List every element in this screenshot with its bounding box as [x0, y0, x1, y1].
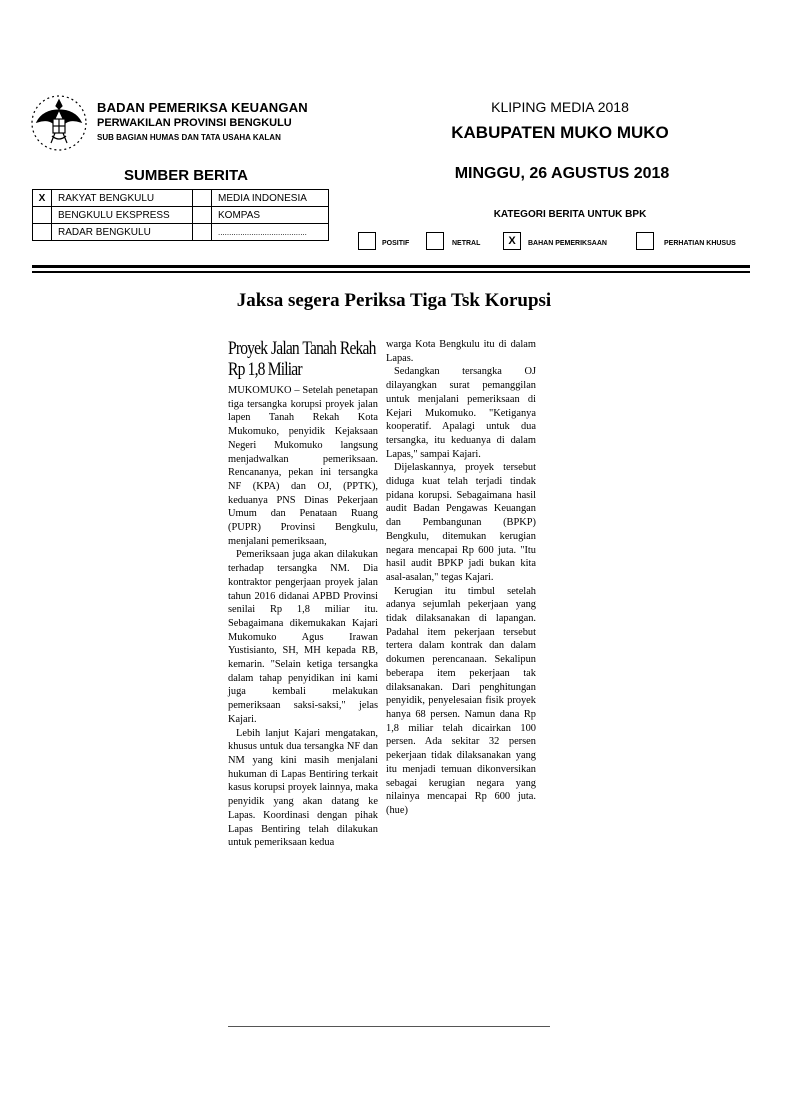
source-name: KOMPAS [212, 207, 329, 224]
article-column-right [386, 338, 536, 818]
label-bahan-pemeriksaan: BAHAN PEMERIKSAAN [528, 240, 607, 247]
source-name: BENGKULU EKSPRESS [52, 207, 193, 224]
label-perhatian-khusus: PERHATIAN KHUSUS [664, 240, 736, 247]
org-name: BADAN PEMERIKSA KEUANGAN [97, 100, 308, 115]
source-name: RADAR BENGKULU [52, 224, 193, 241]
source-name: ........................................ [212, 224, 329, 241]
kliping-title: KLIPING MEDIA 2018 [491, 99, 629, 115]
checkbox-bahan-pemeriksaan[interactable]: X [503, 232, 521, 250]
org-subtitle: PERWAKILAN PROVINSI BENGKULU [97, 117, 292, 129]
source-row [33, 190, 329, 207]
divider-thin [32, 271, 750, 273]
garuda-logo [28, 92, 90, 154]
clipping-bottom-line [228, 1026, 550, 1027]
source-row [33, 224, 329, 241]
article-paragraph: Kerugian itu timbul setelah adanya sejumlah pekerjaan yang tidak dilaksanakan di lapangan. Padahal item pekerjaan tersebut tertera dalam kontrak dan dalam dokumen perencanaan. Sekalipun beberapa item pekerjaan tak dilaksanakan. Dari penghitungan penyidik, penyelesaian fisik proyek hanya 68 persen. Namun dana Rp 1,8 miliar telah dicairkan 100 persen. Ada sekitar 32 persen pekerjaan tidak dilaksanakan yang itu menjadi temuan dikonversikan sebagai kerugian negara yang nilainya mencapai Rp 600 juta.(hue) [386, 585, 536, 816]
checkbox-perhatian-khusus[interactable] [636, 232, 654, 250]
label-positif: POSITIF [382, 240, 410, 247]
article-headline: Jaksa segera Periksa Tiga Tsk Korupsi [236, 290, 552, 311]
news-clipping [228, 338, 550, 1028]
source-mark [33, 207, 52, 224]
org-division: SUB BAGIAN HUMAS DAN TATA USAHA KALAN [97, 133, 281, 142]
sumber-berita-title: SUMBER BERITA [124, 167, 248, 184]
source-mark: X [33, 190, 52, 207]
checkbox-positif[interactable] [358, 232, 376, 250]
source-name: MEDIA INDONESIA [212, 190, 329, 207]
source-mark [193, 207, 212, 224]
source-mark [193, 224, 212, 241]
article-column-left [228, 338, 378, 850]
article-paragraph: Lebih lanjut Kajari mengatakan, khusus untuk dua tersangka NF dan NM yang kini masih menjalani hukuman di Lapas Bentiring terkait kasus korupsi proyek lainnya, maka penyidik yang akan datang ke Lapas. Koordinasi dengan pihak Lapas Bentiring telah dilakukan untuk pemeriksaan kedua [228, 727, 378, 849]
article-paragraph: Dijelaskannya, proyek tersebut diduga kuat telah terjadi tindak pidana korupsi. Sebagaimana hasil audit Badan Pengawas Keuangan dan Pembangunan (BPKP) Bengkulu, ditemukan kerugian negara mencapai Rp 600 juta. "Itu hasil audit BPKP jadi bukan kita asal-asalan," tegas Kajari. [386, 462, 536, 583]
article-paragraph: Pemeriksaan juga akan dilakukan terhadap tersangka NM. Dia kontraktor pengerjaan proyek jalan tahun 2016 didanai APBD Provinsi senilai Rp 1,8 miliar itu. Sebagaimana dikemukakan Kajari Mukomuko Agus Irawan Yustisianto, SH, MH kepada RB, kemarin. "Selain ketiga tersangka dalam tahap penyidikan ini kami juga kembali melakukan pemeriksaan saksi-saksi," jelas Kajari. [228, 549, 378, 725]
divider-thick [32, 265, 750, 268]
kategori-title: KATEGORI BERITA UNTUK BPK [493, 209, 647, 220]
source-table [32, 189, 329, 241]
source-name: RAKYAT BENGKULU [52, 190, 193, 207]
region-title: KABUPATEN MUKO MUKO [451, 123, 669, 142]
article-paragraph: Sedangkan tersangka OJ dilayangkan surat pemanggilan untuk menjalani pemeriksaan di Kejari Mukomuko. "Ketiganya kooperatif. Apalagi untuk dua tersangka, itu keduanya di dalam Lapas," sampai Kajari. [386, 366, 536, 460]
article-paragraph: warga Kota Bengkulu itu di dalam Lapas. [386, 339, 536, 364]
checkbox-netral[interactable] [426, 232, 444, 250]
article-subheadline: Proyek Jalan Tanah Rekah Rp 1,8 Miliar [228, 338, 376, 380]
source-mark [193, 190, 212, 207]
date-title: MINGGU, 26 AGUSTUS 2018 [454, 165, 670, 182]
article-paragraph: MUKOMUKO – Setelah penetapan tiga tersangka korupsi proyek jalan lapen Tanah Rekah Kota Mukomuko, penyidik Kejaksaan Negeri Mukomuko langsung menjadwalkan pemeriksaan. Rencananya, pekan ini tersangka NF (KPA) dan OJ, (PPTK), keduanya PNS Dinas Pekerjaan Umum dan Penataan Ruang (PUPR) Provinsi Bengkulu, menjalani pemeriksaan, [228, 385, 378, 547]
source-mark [33, 224, 52, 241]
source-row [33, 207, 329, 224]
label-netral: NETRAL [452, 240, 481, 247]
